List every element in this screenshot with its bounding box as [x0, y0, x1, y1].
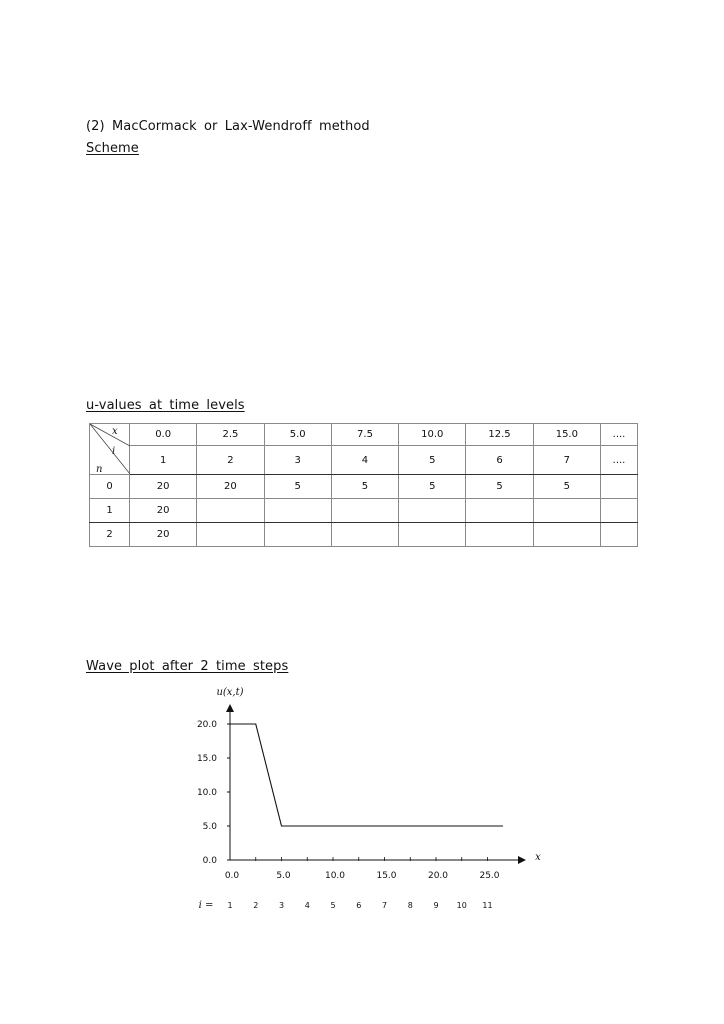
u-value-cell: 20 [130, 499, 197, 523]
i-header-cell: 6 [466, 446, 533, 475]
series-line-u [230, 724, 503, 826]
grid-index-label: 10 [456, 901, 467, 910]
y-tick-label: 5.0 [202, 822, 217, 832]
u-value-cell: 5 [399, 475, 466, 499]
time-level-cell: 2 [90, 523, 130, 547]
index-prefix-label: i = [198, 900, 214, 911]
grid-index-label: 9 [433, 901, 439, 910]
i-header-cell: 1 [130, 446, 197, 475]
grid-index-label: 2 [253, 901, 259, 910]
y-tick-label: 0.0 [202, 856, 217, 866]
u-value-cell: 5 [533, 475, 600, 499]
x-header-cell: .... [601, 424, 638, 446]
x-header-cell: 12.5 [466, 424, 533, 446]
x-header-cell: 0.0 [130, 424, 197, 446]
corner-n-label: n [96, 464, 103, 475]
x-axis-label: x [535, 852, 541, 863]
i-header-cell: 7 [533, 446, 600, 475]
x-header-cell: 7.5 [331, 424, 398, 446]
y-tick-label: 15.0 [196, 754, 217, 764]
grid-index-label: 5 [330, 901, 336, 910]
section-title: (2) MacCormack or Lax-Wendroff method [86, 119, 370, 134]
u-value-cell: 20 [197, 475, 264, 499]
corner-i-label: i [112, 446, 116, 457]
x-header-cell: 15.0 [533, 424, 600, 446]
table-heading: u-values at time levels [86, 398, 245, 413]
time-level-cell: 1 [90, 499, 130, 523]
x-tick-label: 10.0 [324, 871, 346, 881]
grid-index-label: 4 [304, 901, 310, 910]
u-value-cell: 5 [264, 475, 331, 499]
x-header-cell: 2.5 [197, 424, 264, 446]
x-tick-label: 5.0 [276, 871, 291, 881]
grid-index-label: 11 [482, 901, 493, 910]
time-level-cell: 0 [90, 475, 130, 499]
u-value-cell: 20 [130, 523, 197, 547]
i-header-cell: 5 [399, 446, 466, 475]
scheme-heading: Scheme [86, 141, 139, 156]
x-header-cell: 10.0 [399, 424, 466, 446]
i-header-cell: 4 [331, 446, 398, 475]
y-tick-label: 20.0 [196, 720, 217, 730]
grid-index-label: 7 [381, 901, 388, 910]
y-tick-label: 10.0 [196, 788, 217, 798]
y-axis-label: u(x,t) [216, 687, 244, 698]
x-tick-label: 20.0 [427, 871, 449, 881]
plot-heading: Wave plot after 2 time steps [86, 659, 289, 674]
y-axis-arrow [226, 704, 234, 712]
x-header-cell: 5.0 [264, 424, 331, 446]
u-value-cell: 5 [466, 475, 533, 499]
x-tick-label: 0.0 [224, 871, 240, 881]
u-value-cell: 20 [130, 475, 197, 499]
i-header-cell: .... [601, 446, 638, 475]
x-axis-arrow [518, 856, 526, 864]
corner-x-label: x [112, 426, 118, 437]
grid-index-label: 6 [356, 901, 362, 910]
u-value-cell: 5 [331, 475, 398, 499]
x-tick-label: 25.0 [479, 871, 500, 881]
grid-index-label: 8 [407, 901, 413, 910]
i-header-cell: 2 [197, 446, 264, 475]
i-header-cell: 3 [264, 446, 331, 475]
grid-index-label: 3 [278, 901, 285, 910]
grid-index-label: 1 [227, 901, 233, 910]
x-tick-label: 15.0 [376, 871, 397, 881]
